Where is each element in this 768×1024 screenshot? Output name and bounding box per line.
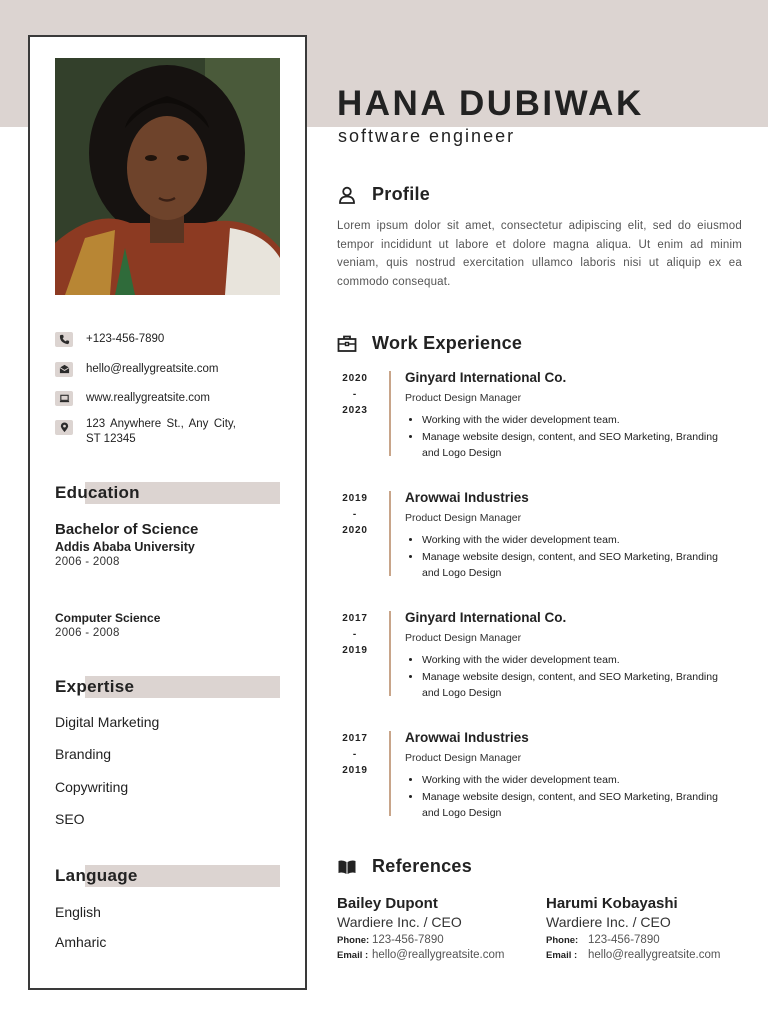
location-icon xyxy=(55,420,73,435)
job-bullet: • Manage website design, content, and SEO Marketing, Branding and Logo Design xyxy=(422,669,722,702)
references-heading-text: References xyxy=(372,856,473,876)
briefcase-icon xyxy=(337,334,357,354)
job-years xyxy=(337,731,373,779)
experience-heading xyxy=(337,333,522,354)
contact-website xyxy=(55,391,210,406)
company-name: Ginyard International Co. xyxy=(405,370,567,385)
job-end-year: 2023 xyxy=(342,405,368,416)
reference-email-row xyxy=(337,949,504,961)
contact-phone xyxy=(55,332,164,347)
expertise-item: SEO xyxy=(55,811,85,827)
language-heading xyxy=(55,865,280,887)
contact-email xyxy=(55,362,218,377)
expertise-item: Branding xyxy=(55,746,112,762)
timeline-line xyxy=(389,371,391,456)
job-year-separator: - xyxy=(352,389,358,400)
email-icon xyxy=(55,362,73,377)
job-start-year: 2017 xyxy=(342,733,368,744)
education-item xyxy=(55,521,198,568)
expertise-item: Digital Marketing xyxy=(55,714,160,730)
timeline-line xyxy=(389,611,391,696)
book-icon xyxy=(337,857,357,877)
email-label: Email : xyxy=(337,950,369,961)
job-role: Product Design Manager xyxy=(405,392,522,404)
phone-label: Phone: xyxy=(337,935,370,946)
job-bullet: • Working with the wider development team. xyxy=(422,772,722,789)
job-entry xyxy=(337,371,737,461)
timeline-line xyxy=(389,491,391,576)
reference-phone: 123-456-7890 xyxy=(372,934,444,946)
job-bullet: • Manage website design, content, and SEO Marketing, Branding and Logo Design xyxy=(422,549,722,582)
job-year-separator: - xyxy=(352,629,358,640)
references-heading xyxy=(337,856,472,877)
job-bullet: • Manage website design, content, and SEO Marketing, Branding and Logo Design xyxy=(422,429,722,462)
company-name: Arowwai Industries xyxy=(405,730,529,745)
reference-company: Wardiere Inc. / CEO xyxy=(546,914,671,930)
company-name: Ginyard International Co. xyxy=(405,610,567,625)
education-item xyxy=(55,609,160,639)
job-bullet: • Working with the wider development team. xyxy=(422,532,722,549)
profile-heading xyxy=(337,184,430,205)
profile-summary: Lorem ipsum dolor sit amet, consectetur adipiscing elit, sed do eiusmod tempor incididunt ut labore et dolore magna aliqua. Ut enim ad minim veniam, quis nostrud exercitation ullamco laboris nisi ut aliquip ex ea commodo consequat. xyxy=(337,220,742,288)
job-entry xyxy=(337,731,737,821)
reference-phone: 123-456-7890 xyxy=(588,934,660,946)
language-item: Amharic xyxy=(55,934,107,950)
education-heading xyxy=(55,482,280,504)
job-entry xyxy=(337,491,737,581)
reference-name: Harumi Kobayashi xyxy=(546,895,678,912)
email-label: Email : xyxy=(546,950,578,961)
education-years: 2006 - 2008 xyxy=(55,556,120,568)
reference-email-row xyxy=(546,949,720,961)
job-years xyxy=(337,371,373,419)
job-role: Product Design Manager xyxy=(405,632,522,644)
job-start-year: 2019 xyxy=(342,493,368,504)
laptop-icon xyxy=(55,391,73,406)
reference-email[interactable]: hello@reallygreatsite.com xyxy=(372,949,505,961)
timeline-line xyxy=(389,731,391,816)
job-start-year: 2017 xyxy=(342,613,368,624)
job-bullets xyxy=(422,772,722,822)
job-year-separator: - xyxy=(352,509,358,520)
experience-heading-text: Work Experience xyxy=(372,333,523,353)
reference-card xyxy=(546,895,720,961)
job-years xyxy=(337,491,373,539)
job-bullet: • Working with the wider development team. xyxy=(422,652,722,669)
job-bullet: • Working with the wider development team. xyxy=(422,412,722,429)
job-end-year: 2019 xyxy=(342,645,368,656)
profile-photo xyxy=(55,58,280,295)
language-item: English xyxy=(55,904,101,920)
degree-title: Bachelor of Science xyxy=(55,521,199,538)
job-title: software engineer xyxy=(338,126,516,146)
job-end-year: 2020 xyxy=(342,525,368,536)
school-name: Addis Ababa University xyxy=(55,540,195,554)
reference-phone-row xyxy=(337,934,504,946)
job-role: Product Design Manager xyxy=(405,752,522,764)
reference-name: Bailey Dupont xyxy=(337,895,438,912)
contact-address xyxy=(55,417,236,447)
job-bullet: • Manage website design, content, and SEO Marketing, Branding and Logo Design xyxy=(422,789,722,822)
expertise-heading-text: Expertise xyxy=(55,677,135,696)
school-name: Computer Science xyxy=(55,611,161,625)
job-bullets xyxy=(422,652,722,702)
job-end-year: 2019 xyxy=(342,765,368,776)
reference-card xyxy=(337,895,504,961)
address-text: 123 Anywhere St., Any City, ST 12345 xyxy=(86,418,236,445)
reference-phone-row xyxy=(546,934,720,946)
phone-label: Phone: xyxy=(546,935,579,946)
job-year-separator: - xyxy=(352,749,358,760)
company-name: Arowwai Industries xyxy=(405,490,529,505)
job-bullets xyxy=(422,532,722,582)
job-role: Product Design Manager xyxy=(405,512,522,524)
education-heading-text: Education xyxy=(55,483,140,502)
job-start-year: 2020 xyxy=(342,373,368,384)
education-years: 2006 - 2008 xyxy=(55,627,120,639)
job-entry xyxy=(337,611,737,701)
user-icon xyxy=(337,185,357,205)
job-years xyxy=(337,611,373,659)
expertise-heading xyxy=(55,676,280,698)
phone-text: +123-456-7890 xyxy=(86,333,165,345)
reference-email[interactable]: hello@reallygreatsite.com xyxy=(588,949,721,961)
email-link[interactable]: hello@reallygreatsite.com xyxy=(86,363,219,375)
job-bullets xyxy=(422,412,722,462)
website-link[interactable]: www.reallygreatsite.com xyxy=(86,392,210,404)
person-name: HANA DUBIWAK xyxy=(337,84,644,123)
phone-icon xyxy=(55,332,73,347)
profile-heading-text: Profile xyxy=(372,184,431,204)
language-heading-text: Language xyxy=(55,866,138,885)
reference-company: Wardiere Inc. / CEO xyxy=(337,914,462,930)
expertise-item: Copywriting xyxy=(55,779,129,795)
